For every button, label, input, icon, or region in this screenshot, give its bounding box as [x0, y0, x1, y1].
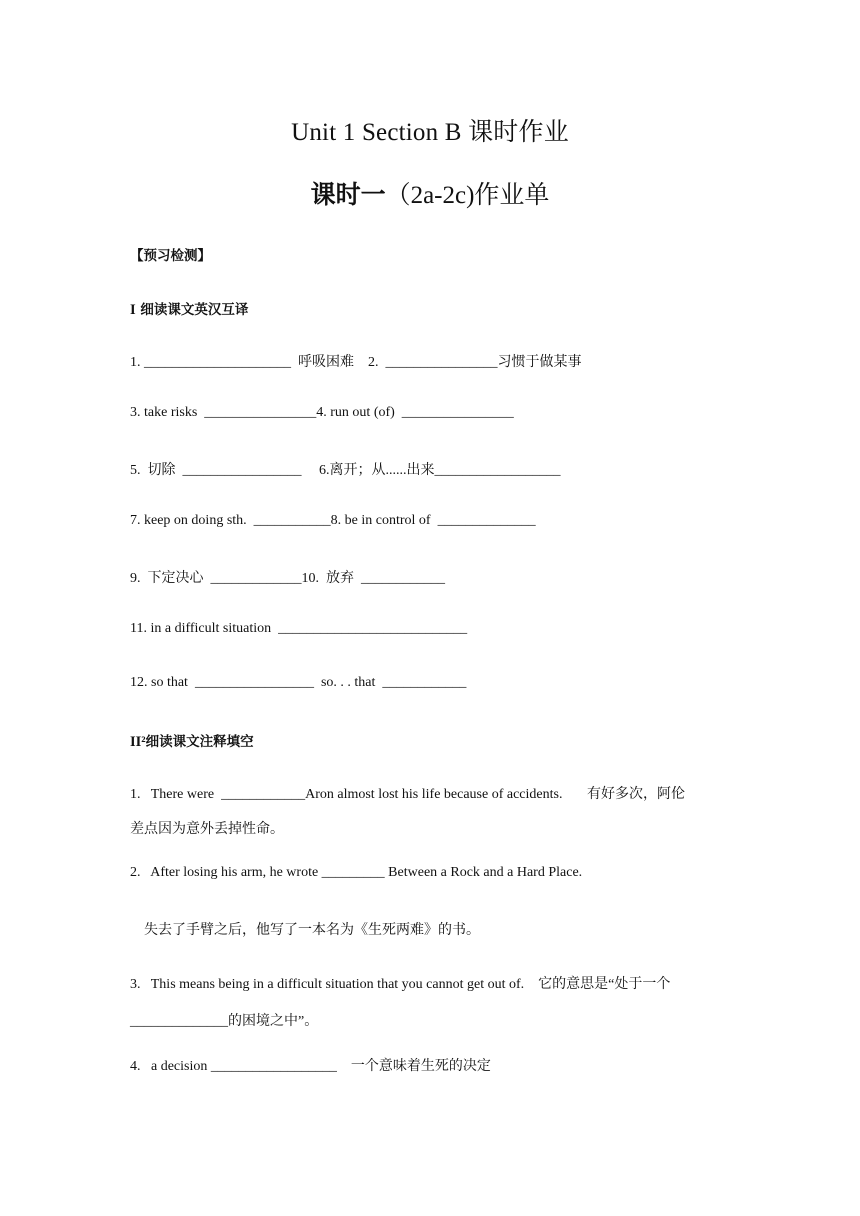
exercise-line: 1. There were ____________Aron almost lost his life because of accidents. 有好多次，阿伦 — [130, 787, 685, 802]
document-subtitle — [0, 175, 860, 211]
subtitle-bold: 课时一 — [310, 182, 386, 209]
part1-heading-number: I — [130, 302, 136, 318]
subtitle-rest: （2a-2c)作业单 — [385, 182, 550, 209]
exercise-line: 失去了手臂之后，他写了一本名为《生死两难》的书。 — [130, 923, 480, 938]
exercise-line: 差点因为意外丢掉性命。 — [130, 822, 284, 837]
exercise-line: 12. so that _________________ so. . . that ____________ — [130, 675, 467, 690]
exercise-line: 2. After losing his arm, he wrote _________ Between a Rock and a Hard Place. — [130, 865, 583, 880]
exercise-line: 4. a decision __________________ 一个意味着生死的决定 — [130, 1059, 491, 1074]
exercise-line: 3. take risks ________________4. run out (of) ________________ — [130, 405, 514, 420]
part2-heading — [130, 730, 254, 751]
part2-heading-number: II² — [130, 734, 146, 750]
exercise-line: 7. keep on doing sth. ___________8. be in control of ______________ — [130, 513, 536, 528]
exercise-line: 9. 下定决心 _____________10. 放弃 ____________ — [130, 571, 445, 586]
document-title: Unit 1 Section B 课时作业 — [291, 119, 569, 146]
exercise-line: 11. in a difficult situation ___________________________ — [130, 621, 468, 636]
exercise-line: 5. 切除 _________________ 6.离开；从......出来__________________ — [130, 463, 561, 478]
preview-heading: 【预习检测】 — [130, 248, 211, 264]
exercise-line: 3. This means being in a difficult situation that you cannot get out of. 它的意思是“处于一个 — [130, 977, 671, 992]
part1-heading-text: 细读课文英汉互译 — [135, 302, 249, 318]
exercise-line: ______________的困境之中”。 — [130, 1014, 319, 1029]
part1-heading — [130, 298, 248, 319]
exercise-line: 1. _____________________ 呼吸困难 2. ________________习惯于做某事 — [130, 355, 582, 370]
part2-heading-text: 细读课文注释填空 — [145, 734, 254, 750]
